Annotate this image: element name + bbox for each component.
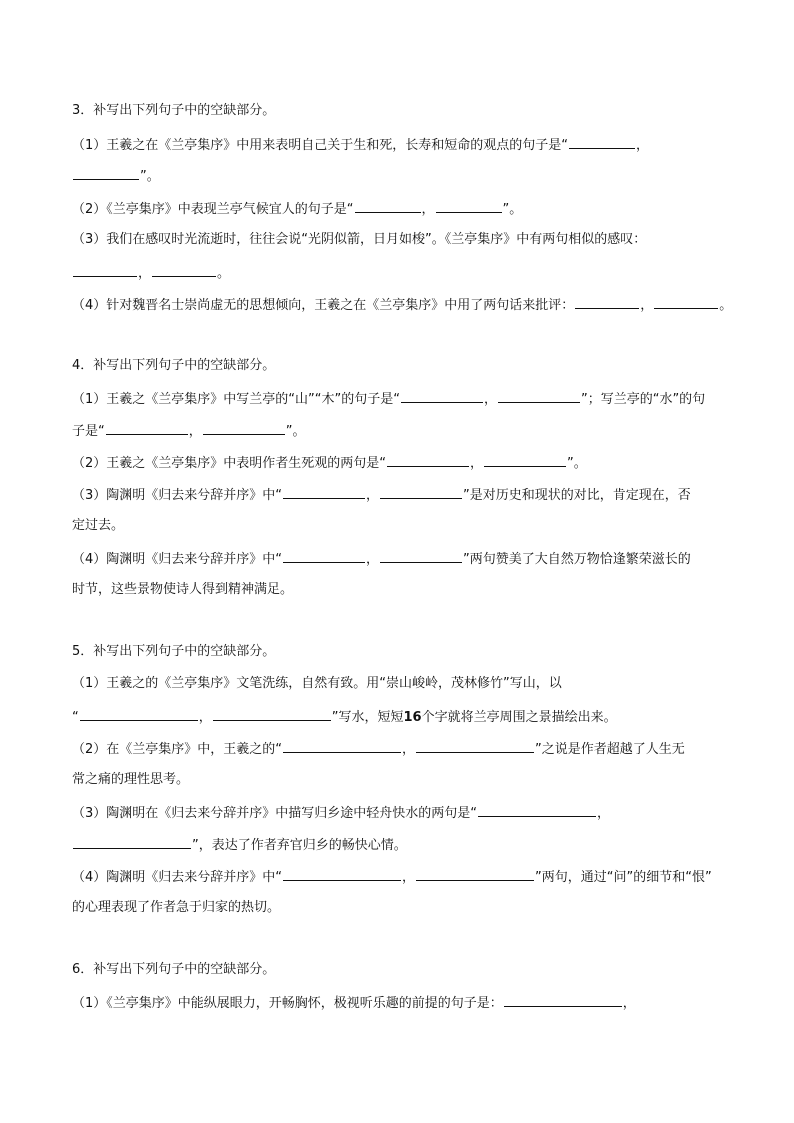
q6-item1 [72,993,732,1013]
q5-item4-text-cont2: 的心理表现了作者急于归家的热切。 [72,900,281,915]
q5-item4-text-cont: ”两句，通过“问”的细节和“恨” [535,870,712,885]
answer-blank[interactable] [283,485,365,499]
closing-quote: ”。 [567,456,587,471]
answer-blank[interactable] [380,485,462,499]
period: 。 [719,298,733,313]
q5-title [72,643,732,661]
answer-blank[interactable] [213,707,331,721]
q4-item4-text-cont: ”两句赞美了大自然万物恰逢繁荣滋长的 [463,552,691,567]
q6-title-text: 6．补写出下列句子中的空缺部分。 [72,962,276,977]
answer-blank[interactable] [283,867,401,881]
answer-blank[interactable] [654,295,718,309]
q3-item1-line1 [72,135,732,155]
answer-blank[interactable] [73,263,137,277]
q5-item2-text-cont: ”之说是作者超越了人生无 [535,742,685,757]
q4-item1-text-cont: ”；写兰亭的“水”的句 [580,392,706,407]
q4-item4-text-cont2: 时节，这些景物使诗人得到精神满足。 [72,582,294,597]
q4-item4-line1 [72,549,732,569]
comma: ， [198,710,212,725]
comma: ， [470,456,484,471]
opening-quote: “ [72,710,79,725]
answer-blank[interactable] [73,835,191,849]
character-count: 16 [403,710,422,725]
q3-title [72,102,732,120]
q3-item1-line2 [72,166,732,186]
q5-item1-text: （1）王羲之的《兰亭集序》文笔洗练，自然有致。用“崇山峻岭，茂林修竹”写山，以 [72,676,562,691]
q4-title [72,357,732,375]
answer-blank[interactable] [498,389,580,403]
q3-item2-text: （2）《兰亭集序》中表现兰亭气候宜人的句子是“ [72,202,354,217]
comma: ， [402,870,416,885]
q5-item3-line1 [72,803,732,823]
q4-item2 [72,453,732,473]
q3-item3-line2 [72,263,732,283]
q3-item3-line1 [72,231,732,249]
q4-item2-text: （2）王羲之《兰亭集序》中表明作者生死观的两句是“ [72,456,387,471]
q5-item3-text: （3）陶渊明在《归去来兮辞并序》中描写归乡途中轻舟快水的两句是“ [72,806,478,821]
comma: ， [188,424,202,439]
answer-blank[interactable] [106,421,188,435]
comma: ， [636,138,650,153]
comma: ， [366,488,380,503]
q5-item2-line1 [72,739,732,759]
q3-item4-text: （4）针对魏晋名士崇尚虚无的思想倾向，王羲之在《兰亭集序》中用了两句话来批评： [72,298,575,313]
answer-blank[interactable] [80,707,198,721]
answer-blank[interactable] [73,166,139,180]
closing-quote: ”。 [502,202,523,217]
answer-blank[interactable] [436,199,502,213]
q4-item4-text: （4）陶渊明《归去来兮辞并序》中“ [72,552,283,567]
answer-blank[interactable] [484,453,566,467]
answer-blank[interactable] [283,549,365,563]
closing-quote: ”。 [140,169,160,184]
q4-item1-line2 [72,421,732,441]
answer-blank[interactable] [203,421,285,435]
q6-title [72,961,732,979]
period: 。 [217,266,231,281]
q5-item1-text-cont: ”写水，短短 [331,710,404,725]
q5-item2-line2 [72,771,732,789]
q5-item1-text-cont2: 个字就将兰亭周围之景描绘出来。 [421,710,617,725]
comma: ， [402,742,416,757]
comma: ， [597,806,611,821]
answer-blank[interactable] [575,295,639,309]
answer-blank[interactable] [416,867,534,881]
q5-title-text: 5．补写出下列句子中的空缺部分。 [72,644,276,659]
q3-item4 [72,295,732,315]
answer-blank[interactable] [416,739,534,753]
q5-item4-line2 [72,899,732,917]
q5-item4-text: （4）陶渊明《归去来兮辞并序》中“ [72,870,283,885]
q5-item2-text-cont2: 常之痛的理性思考。 [72,772,190,787]
answer-blank[interactable] [401,389,483,403]
q4-title-text: 4．补写出下列句子中的空缺部分。 [72,358,276,373]
q4-item1-text: （1）王羲之《兰亭集序》中写兰亭的“山”“木”的句子是“ [72,392,400,407]
answer-blank[interactable] [478,803,596,817]
q4-item3-text-cont: ”是对历史和现状的对比，肯定现在，否 [463,488,691,503]
q4-item3-text-cont2: 定过去。 [72,518,125,533]
q3-item3-text: （3）我们在感叹时光流逝时，往往会说“光阴似箭，日月如梭”。《兰亭集序》中有两句相似的感叹： [72,232,647,247]
q4-item4-line2 [72,581,732,599]
q4-item3-line1 [72,485,732,505]
answer-blank[interactable] [504,993,622,1007]
q5-item1-line2 [72,707,732,727]
q3-item2 [72,199,732,219]
comma: ， [622,996,636,1011]
comma: ， [366,552,380,567]
q4-item1-line1 [72,389,732,409]
comma: ， [421,202,435,217]
comma: ， [640,298,654,313]
closing-quote: ”。 [285,424,306,439]
q3-title-text: 3．补写出下列句子中的空缺部分。 [72,103,276,118]
q5-item2-text: （2）在《兰亭集序》中，王羲之的“ [72,742,283,757]
q5-item4-line1 [72,867,732,887]
answer-blank[interactable] [355,199,421,213]
q6-item1-text: （1）《兰亭集序》中能纵展眼力，开畅胸怀，极视听乐趣的前提的句子是： [72,996,503,1011]
answer-blank[interactable] [387,453,469,467]
q4-item1-text-cont2: 子是“ [72,424,105,439]
answer-blank[interactable] [283,739,401,753]
q5-item3-text-cont: ”，表达了作者弃官归乡的畅快心情。 [192,838,407,853]
answer-blank[interactable] [569,135,635,149]
q3-item1-text: （1）王羲之在《兰亭集序》中用来表明自己关于生和死，长寿和短命的观点的句子是“ [72,138,569,153]
comma: ， [138,266,152,281]
answer-blank[interactable] [152,263,216,277]
answer-blank[interactable] [380,549,462,563]
q5-item1-line1 [72,675,732,693]
comma: ， [483,392,497,407]
q4-item3-line2 [72,517,732,535]
q4-item3-text: （3）陶渊明《归去来兮辞并序》中“ [72,488,283,503]
q5-item3-line2 [72,835,732,855]
